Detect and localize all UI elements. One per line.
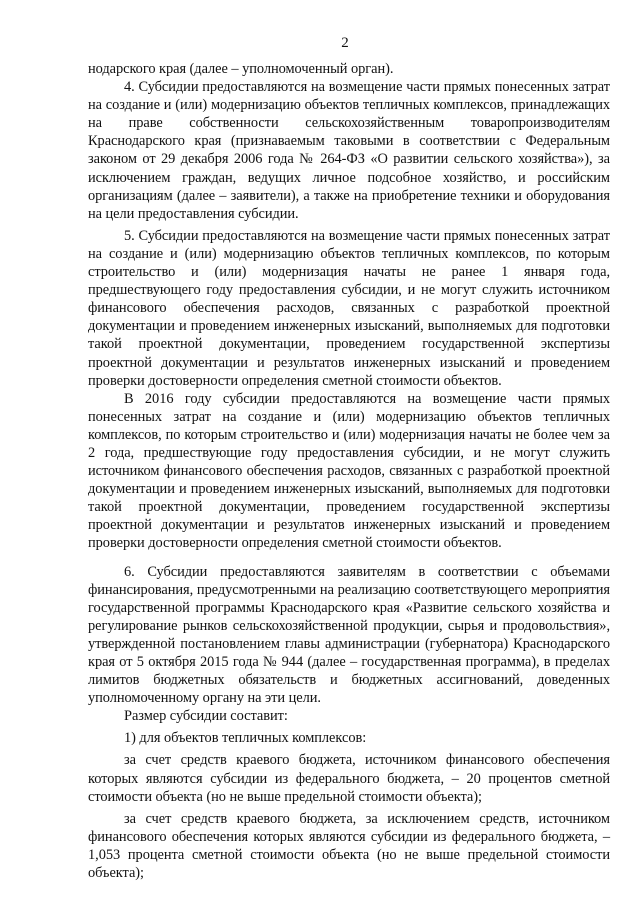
paragraph-clause-5: 5. Субсидии предоставляются на возмещение части прямых понесенных затрат на создание и (или) модернизацию объектов тепличных комплексов, по которым строительство и (или) модернизация начаты не ранее 1 января года, предшествующего году предоставления субсидии, и не могут служить источником финансового обеспечения расходов, связанных с разработкой проектной документации и проведением инженерных изысканий, выполняемых для подготовки такой проектной документации, проведением государственной экспертизы проектной документации и результатов инженерных изысканий и проведением проверки достоверности определения сметной стоимости объектов. [88, 227, 610, 389]
paragraph-federal-share: за счет средств краевого бюджета, источником финансового обеспечения которых являются субсидии из федерального бюджета, – 20 процентов сметной стоимости объекта (но не выше предельной стоимости объекта); [88, 752, 610, 805]
paragraph-item-1: 1) для объектов тепличных комплексов: [124, 730, 367, 747]
paragraph-clause-4: 4. Субсидии предоставляются на возмещение части прямых понесенных затрат на создание и (или) модернизацию объектов тепличных комплексов, принадлежащих на праве собственности сельскохозяйственным товаропроизводителям Краснодарского края (признаваемым таковыми в соответствии с Федеральным законом от 29 декабря 2006 года № 264-ФЗ «О развитии сельского хозяйства»), за исключением граждан, ведущих личное подсобное хозяйство, и российским организациям (далее – заявители), а также на приобретение техники и оборудования на цели предоставления субсидии. [88, 79, 610, 222]
paragraph-subsidy-size: Размер субсидии составит: [124, 708, 288, 725]
paragraph-clause-6: 6. Субсидии предоставляются заявителям в соответствии с объемами финансирования, предусмотренными на реализацию соответствующего мероприятия государственной программы Краснодарского края «Развитие сельского хозяйства и регулирование рынков сельскохозяйственной продукции, сырья и продовольствия», утвержденной постановлением главы администрации (губернатора) Краснодарского края от 5 октября 2015 года № 944 (далее – государственная программа), в пределах лимитов бюджетных обязательств и бюджетных ассигнований, доведенных уполномоченному органу на эти цели. [88, 563, 610, 707]
page-number: 2 [341, 35, 349, 51]
paragraph-regional-share: за счет средств краевого бюджета, за исключением средств, источником финансового обеспечения которых являются субсидии из федерального бюджета, – 1,053 процента сметной стоимости объекта (но не выше предельной стоимости объекта); [88, 810, 610, 882]
paragraph-continuation: нодарского края (далее – уполномоченный орган). [88, 61, 394, 77]
paragraph-2016-rule: В 2016 году субсидии предоставляются на возмещение части прямых понесенных затрат на создание и (или) модернизацию объектов тепличных комплексов, по которым строительство и (или) модернизация начаты не более чем за 2 года, предшествующие году предоставления субсидии, и не могут служить источником финансового обеспечения расходов, связанных с разработкой проектной документации и проведением инженерных изысканий, выполняемых для подготовки такой проектной документации, проведением государственной экспертизы проектной документации и результатов инженерных изысканий и проведением проверки достоверности определения сметной стоимости объектов. [88, 390, 610, 552]
